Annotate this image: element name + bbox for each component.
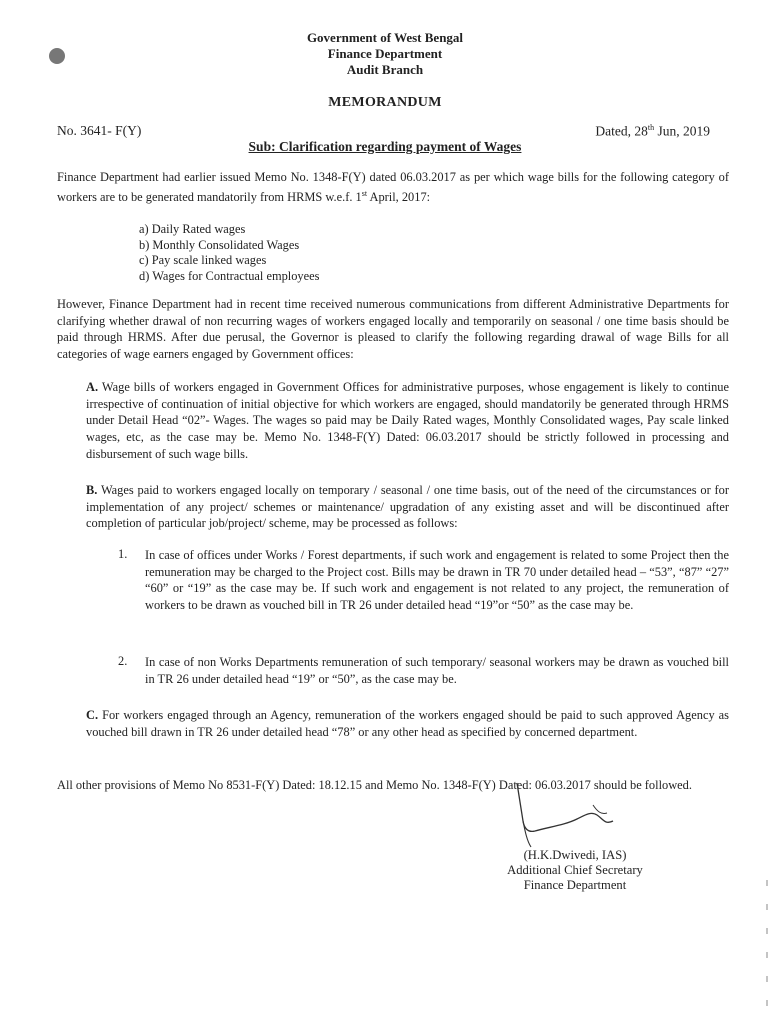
signature <box>505 775 635 855</box>
intro-paragraph <box>57 169 729 206</box>
list-item: d) Wages for Contractual employees <box>139 268 320 283</box>
signatory-name: (H.K.Dwivedi, IAS) <box>523 848 627 862</box>
scan-edge-marks <box>764 0 770 1024</box>
header-department: Finance Department <box>327 46 443 61</box>
list-item: b) Monthly Consolidated Wages <box>139 237 300 252</box>
section-c-text: For workers engaged through an Agency, remuneration of the workers engaged should be paid to such approved Agency as vouched bill drawn in TR 26 under detailed head “78” or any other head as specified by concerned department. <box>86 708 729 739</box>
signatory-department: Finance Department <box>523 878 627 892</box>
memo-title: MEMORANDUM <box>328 95 442 110</box>
header-branch: Audit Branch <box>346 62 424 77</box>
list-item: a) Daily Rated wages <box>139 222 246 236</box>
memo-date-sup: th <box>647 123 655 132</box>
item-1-text: In case of offices under Works / Forest departments, if such work and engagement is related to some Project then the remuneration may be charged to the Project cost. Bills may be drawn in TR 70 under detailed head – “53”, “87” “27” “60” or “19” as the case may be. If such work and engagement is not related to any project, the remuneration of workers to be drawn as vouched bill in TR 26 under detailed head “19”or “50” as the case may be. <box>145 548 729 613</box>
memo-subject: Sub: Clarification regarding payment of Wages <box>248 139 522 154</box>
memo-date-prefix: Dated, 28 <box>595 123 648 139</box>
intro-text: Finance Department had earlier issued Memo No. 1348-F(Y) dated 06.03.2017 as per which wage bills for the following category of workers are to be generated mandatorily from HRMS w.e.f. 1 <box>57 170 729 204</box>
memo-number: No. 3641- F(Y) <box>57 123 142 138</box>
signatory-designation: Additional Chief Secretary <box>507 863 643 877</box>
item-1-number: 1. <box>118 547 128 561</box>
intro-sup: st <box>361 188 368 198</box>
intro-text-end: April, 2017: <box>367 189 431 204</box>
memo-date <box>595 123 710 140</box>
section-b-tag: B. <box>86 483 98 497</box>
item-2-text: In case of non Works Departments remuneration of such temporary/ seasonal workers may be drawn as vouched bill in TR 26 under detailed head “19” or “50”, as the case may be. <box>145 655 729 686</box>
header-government: Government of West Bengal <box>306 30 464 45</box>
list-item: c) Pay scale linked wages <box>139 253 267 267</box>
section-a <box>86 379 729 463</box>
memo-date-suffix: Jun, 2019 <box>654 123 710 139</box>
section-b-text: Wages paid to workers engaged locally on temporary / seasonal / one time basis, out of the need of the circumstances or for implementation of any project/ schemes or maintenance/ upgradation of any existing asset and will be discontinued after completion of particular job/project/ scheme, may be processed as follows: <box>86 483 729 531</box>
however-paragraph: However, Finance Department had in recent time received numerous communications from different Administrative Departments for clarifying whether drawal of non recurring wages of workers engaged locally and temporarily on seasonal / one time basis should be paid through HRMS. After due perusal, the Governor is pleased to clarify the following regarding drawal of wage Bills for all categories of wage earners engaged by Government offices: <box>57 297 729 362</box>
category-list <box>139 222 319 284</box>
item-2-number: 2. <box>118 654 128 668</box>
section-c-tag: C. <box>86 708 99 722</box>
section-a-tag: A. <box>86 380 99 394</box>
section-b <box>86 482 729 532</box>
closing-paragraph: All other provisions of Memo No 8531-F(Y) Dated: 18.12.15 and Memo No. 1348-F(Y) Dated: 06.03.2017 should be followed. <box>57 778 692 792</box>
signature-block <box>470 848 680 893</box>
section-a-text: Wage bills of workers engaged in Government Offices for administrative purposes, whose engagement is likely to continue irrespective of continuation of initial objective for which workers are engaged, should mandatorily be generated through HRMS under Detail Head “02”- Wages. The wages so paid may be Daily Rated wages, Monthly Consolidated wages, Pay scale linked wages, etc, as the case may be. Memo No. 1348-F(Y) Dated: 06.03.2017 should be strictly followed in processing and disbursement of such wage bills. <box>86 380 729 461</box>
section-c <box>86 707 729 740</box>
